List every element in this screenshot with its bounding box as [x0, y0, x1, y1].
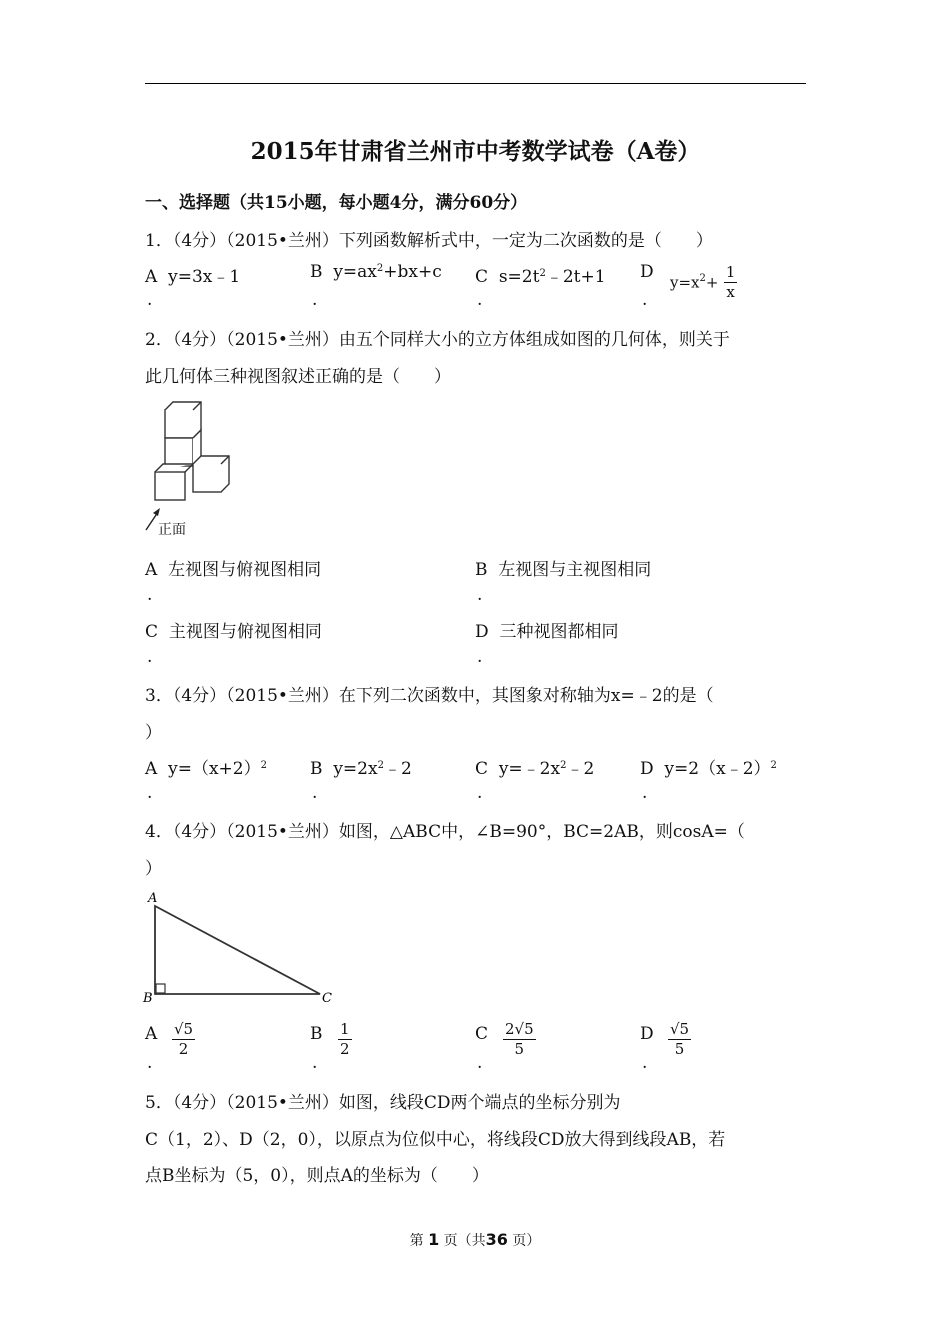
vertex-c-label: C	[322, 991, 332, 1006]
q4-option-d-label: D	[640, 1024, 654, 1044]
header-rule	[145, 83, 806, 84]
vertex-a-label: A	[148, 891, 158, 906]
q5-stem-line2: C（1，2）、D（2，0），以原点为位似中心，将线段CD放大得到线段AB，若	[145, 1130, 726, 1150]
dot: .	[147, 585, 153, 605]
page-title: 2015年甘肃省兰州市中考数学试卷（A卷）	[250, 138, 701, 165]
q1-option-d-label: D	[640, 262, 654, 282]
q4-option-a: $\frac{√5}{2}$	[174, 1020, 194, 1058]
q4-option-b: $\frac{1}{2}$	[340, 1020, 350, 1058]
q2-cubes-figure	[140, 398, 240, 543]
q2-option-a: A 左视图与俯视图相同	[145, 560, 322, 580]
dot: .	[642, 1053, 648, 1073]
dot: .	[312, 783, 318, 803]
dot: .	[477, 783, 483, 803]
q1-option-a: A y=3x﹣1	[145, 267, 241, 287]
q4-triangle-figure	[140, 888, 340, 1008]
q1-option-c: C $s=2t^2﹣2t+1$	[475, 267, 606, 287]
q2-front-label: 正面	[158, 522, 186, 538]
right-angle-mark	[156, 984, 165, 993]
dot: .	[147, 1053, 153, 1073]
q1-stem: 1．（4分）（2015•兰州）下列函数解析式中，一定为二次函数的是（ ）	[145, 231, 713, 251]
q3-option-a: A $y=(x+2)^2$	[145, 759, 267, 779]
dot: .	[147, 290, 153, 310]
q3-stem-line1: 3．（4分）（2015•兰州）在下列二次函数中，其图象对称轴为x=﹣2的是（	[145, 686, 714, 706]
q4-option-a-label: A	[145, 1024, 158, 1044]
q1-option-d: $y=x^2+$ $\frac{1}{x}$	[670, 263, 736, 301]
q3-option-c: C $y=﹣2x^2﹣2$	[475, 759, 595, 779]
q2-option-c: C 主视图与俯视图相同	[145, 622, 322, 642]
q1-option-b: B $y=ax^2+bx+c$	[310, 262, 442, 282]
vertex-b-label: B	[143, 991, 153, 1006]
q4-option-c-label: C	[475, 1024, 489, 1044]
q2-option-b: B 左视图与主视图相同	[475, 560, 652, 580]
page-footer: 第 1 页（共36 页）	[409, 1230, 541, 1249]
q5-stem-line1: 5．（4分）（2015•兰州）如图，线段CD两个端点的坐标分别为	[145, 1093, 621, 1113]
dot: .	[642, 290, 648, 310]
q4-option-d: $\frac{√5}{5}$	[670, 1020, 690, 1058]
q2-stem-line1: 2．（4分）（2015•兰州）由五个同样大小的立方体组成如图的几何体，则关于	[145, 330, 730, 350]
q4-stem-line2: ）	[145, 859, 162, 879]
dot: .	[477, 647, 483, 667]
page-number: 1	[428, 1230, 440, 1249]
page-total: 36	[485, 1230, 508, 1249]
q4-option-b-label: B	[310, 1024, 323, 1044]
q1-d-fraction: $\frac{1}{x}$	[725, 263, 736, 301]
q5-stem-line3: 点B坐标为（5，0），则点A的坐标为（ ）	[145, 1166, 489, 1186]
q4-stem-line1: 4．（4分）（2015•兰州）如图，△ABC中，∠B=90°，BC=2AB，则cosA=（	[145, 822, 745, 842]
dot: .	[312, 1053, 318, 1073]
q3-option-b: B $y=2x^2﹣2$	[310, 759, 412, 779]
dot: .	[477, 585, 483, 605]
dot: .	[642, 783, 648, 803]
dot: .	[147, 783, 153, 803]
dot: .	[477, 1053, 483, 1073]
dot: .	[312, 290, 318, 310]
q2-stem-line2: 此几何体三种视图叙述正确的是（ ）	[145, 367, 451, 387]
q4-option-c: $\frac{2√5}{5}$	[505, 1020, 534, 1058]
section-heading: 一、选择题（共15小题，每小题4分，满分60分）	[145, 193, 528, 213]
arrow-head-icon	[153, 508, 160, 516]
q3-stem-line2: ）	[145, 723, 162, 743]
dot: .	[477, 290, 483, 310]
q3-option-d: D y=2（x﹣2）$^2$	[640, 759, 777, 779]
q2-option-d: D 三种视图都相同	[475, 622, 619, 642]
dot: .	[147, 647, 153, 667]
